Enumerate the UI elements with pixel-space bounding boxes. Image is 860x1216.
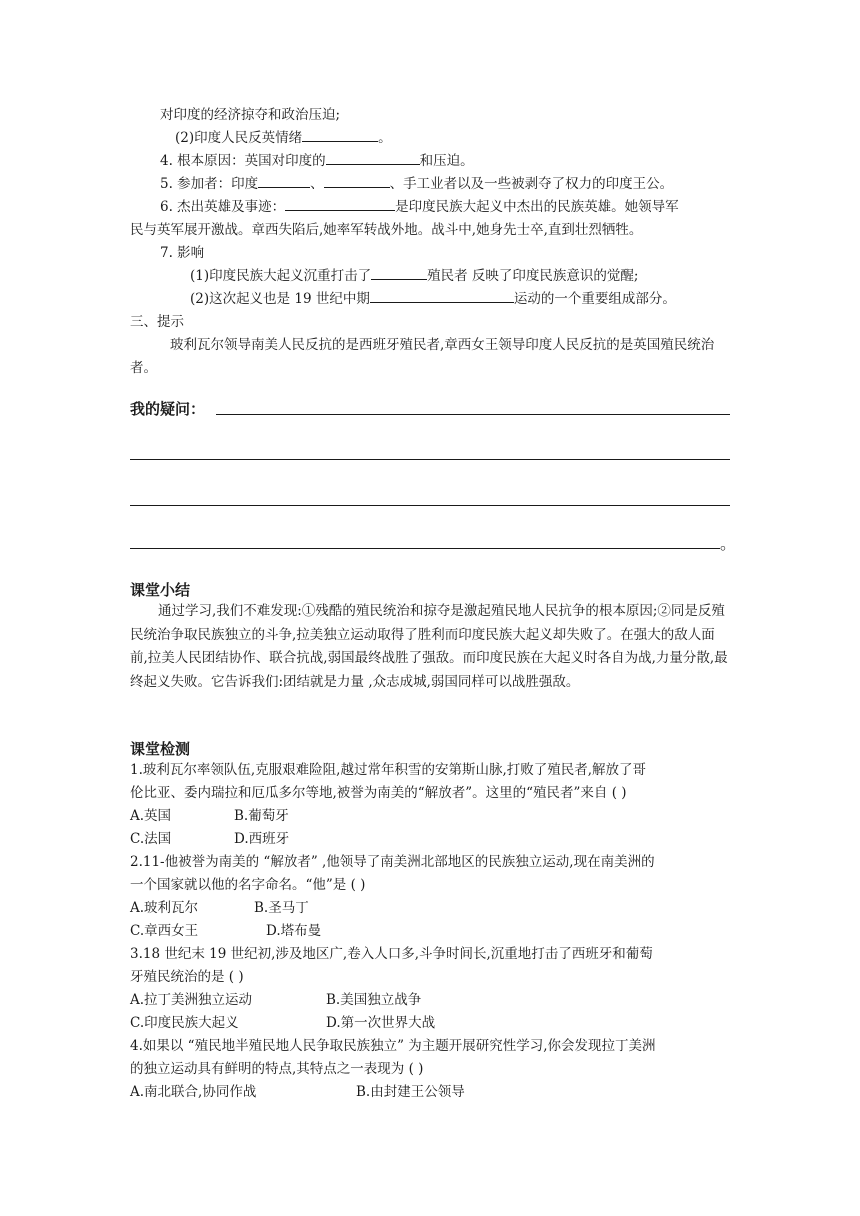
- item7-1-post: 殖民者 反映了印度民族意识的觉醒;: [427, 268, 639, 284]
- q2-line1: 2.11-他被誉为南美的 “解放者” ,他领导了南美洲北部地区的民族独立运动,现在南美洲的: [130, 854, 655, 870]
- question-rule-1[interactable]: [216, 414, 730, 415]
- question-rule-4[interactable]: [130, 548, 720, 549]
- item6-post: 是印度民族大起义中杰出的民族英雄。她领导军: [395, 199, 679, 215]
- q2-option-c[interactable]: C.章西女王: [130, 923, 199, 939]
- q3-option-a[interactable]: A.拉丁美洲独立运动: [130, 992, 253, 1008]
- item6-line: [160, 196, 760, 219]
- item5-line: [160, 173, 760, 196]
- q1-option-a[interactable]: A.英国: [130, 808, 172, 824]
- q2-line2: 一个国家就以他的名字命名。“他”是 ( ): [130, 877, 366, 893]
- q3-option-d[interactable]: D.第一次世界大战: [326, 1015, 436, 1031]
- item6-line2: 民与英军展开激战。章西失陷后,她率军转战外地。战斗中,她身先士卒,直到壮烈牺牲。: [130, 222, 643, 238]
- q2-option-d[interactable]: D.塔布曼: [266, 923, 322, 939]
- section3-title: 三、提示: [130, 314, 184, 330]
- q3-line1: 3.18 世纪末 19 世纪初,涉及地区广,卷入人口多,斗争时间长,沉重地打击了西班牙和葡萄: [130, 946, 653, 962]
- q2-option-b[interactable]: B.圣马丁: [254, 900, 309, 916]
- item6-blank[interactable]: [285, 196, 395, 211]
- summary-title: 课堂小结: [130, 581, 191, 599]
- q1-option-d[interactable]: D.西班牙: [234, 831, 290, 847]
- q4-line2: 的独立运动具有鲜明的特点,其特点之一表现为 ( ): [130, 1061, 424, 1077]
- q4-option-b[interactable]: B.由封建王公领导: [356, 1084, 465, 1100]
- question-rule-3[interactable]: [130, 505, 730, 506]
- item5-pre: 5. 参加者：印度: [160, 176, 259, 192]
- item5-blank-1[interactable]: [258, 173, 310, 188]
- cause2-blank[interactable]: [302, 127, 378, 142]
- item4-line: [160, 150, 760, 173]
- q2-option-a[interactable]: A.玻利瓦尔: [130, 900, 199, 916]
- item6-pre: 6. 杰出英雄及事迹：: [160, 199, 286, 215]
- q4-option-a[interactable]: A.南北联合,协同作战: [130, 1084, 257, 1100]
- questions-label: 我的疑问：: [130, 400, 206, 418]
- item4-pre: 4. 根本原因：英国对印度的: [160, 153, 326, 169]
- item7-1-pre: (1)印度民族大起义沉重打击了: [190, 268, 372, 284]
- item7-2-blank[interactable]: [370, 288, 514, 303]
- item4-blank[interactable]: [326, 150, 420, 165]
- item5-post: 、手工业者以及一些被剥夺了权力的印度王公。: [389, 176, 674, 192]
- item7-2-line: [190, 288, 790, 311]
- questions-end-mark: 。: [720, 534, 737, 553]
- q1-option-c[interactable]: C.法国: [130, 831, 172, 847]
- q1-line2: 伦比亚、委内瑞拉和厄瓜多尔等地,被誉为南美的“解放者”。这里的“殖民者”来自 ( ): [130, 785, 627, 801]
- item5-sep: 、: [310, 176, 324, 192]
- item7-2-pre: (2)这次起义也是 19 世纪中期: [190, 291, 370, 307]
- cause2-line: [175, 127, 775, 150]
- q3-option-c[interactable]: C.印度民族大起义: [130, 1015, 239, 1031]
- cause2-text: (2)印度人民反英情绪: [175, 130, 303, 146]
- q1-option-b[interactable]: B.葡萄牙: [234, 808, 289, 824]
- q4-line1: 4.如果以 “殖民地半殖民地人民争取民族独立” 为主题开展研究性学习,你会发现拉丁美洲: [130, 1038, 656, 1054]
- item7-title: 7. 影响: [160, 245, 205, 261]
- item7-2-post: 运动的一个重要组成部分。: [513, 291, 676, 307]
- item5-blank-2[interactable]: [324, 173, 390, 188]
- item7-1-blank[interactable]: [371, 265, 427, 280]
- section3-text: 玻利瓦尔领导南美人民反抗的是西班牙殖民者,章西女王领导印度人民反抗的是英国殖民统治者。: [130, 337, 715, 376]
- summary-text: 通过学习,我们不难发现:①残酷的殖民统治和掠夺是激起殖民地人民抗争的根本原因;②同是反殖民统治争取民族独立的斗争,拉美独立运动取得了胜利而印度民族大起义却失败了。在强大的敌人面前,拉美人民团结协作、联合抗战,弱国最终战胜了强敌。而印度民族在大起义时各自为战,力量分散,最终起义失败。它告诉我们:团结就是力量 ,众志成城,弱国同样可以战胜强敌。: [130, 603, 728, 690]
- cause1-tail: 对印度的经济掠夺和政治压迫;: [160, 107, 341, 123]
- cause2-end: 。: [378, 130, 392, 146]
- q1-line1: 1.玻利瓦尔率领队伍,克服艰难险阻,越过常年积雪的安第斯山脉,打败了殖民者,解放了哥: [130, 762, 647, 778]
- q3-option-b[interactable]: B.美国独立战争: [326, 992, 422, 1008]
- q3-line2: 牙殖民统治的是 ( ): [130, 969, 244, 985]
- test-title: 课堂检测: [130, 740, 191, 758]
- question-rule-2[interactable]: [130, 459, 730, 460]
- item4-post: 和压迫。: [419, 153, 474, 169]
- item7-1-line: [190, 265, 790, 288]
